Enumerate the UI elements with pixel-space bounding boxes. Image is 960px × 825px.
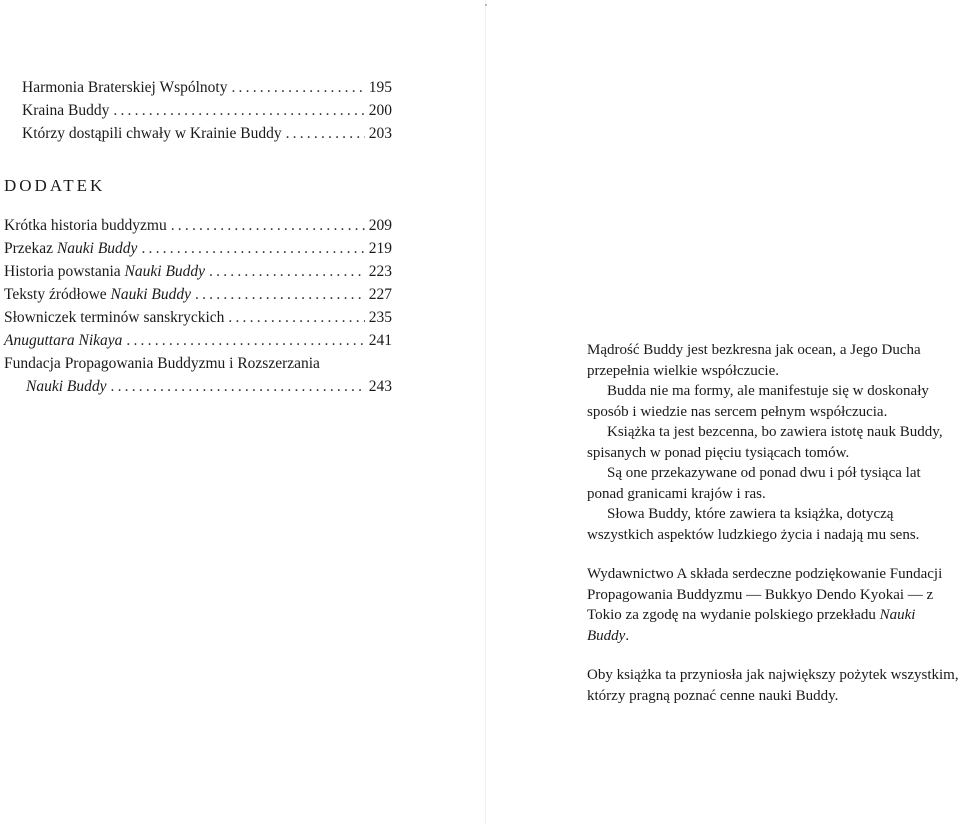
- motto-text: [587, 340, 960, 706]
- toc-entry-page: 243: [368, 378, 392, 395]
- toc-appendix: [4, 214, 392, 398]
- toc-top: [22, 76, 392, 145]
- toc-entry: [22, 76, 392, 99]
- toc-entry: [4, 237, 392, 260]
- toc-entry: [4, 375, 392, 398]
- toc-entry: [4, 329, 392, 352]
- toc-entry-title: Historia powstania Nauki Buddy: [4, 263, 206, 280]
- toc-entry-page: 241: [368, 332, 392, 349]
- toc-entry-title: Przekaz Nauki Buddy: [4, 240, 138, 257]
- toc-leader: [113, 99, 364, 122]
- paragraph: Słowa Buddy, które zawiera ta książka, dotyczą wszystkich aspektów ludzkiego życia i nadają mu sens.: [587, 506, 920, 543]
- toc-entry: [4, 214, 392, 237]
- paragraph: Książka ta jest bezcenna, bo zawiera istotę nauk Buddy, spisanych w ponad pięciu tysiącach tomów.: [587, 424, 943, 461]
- toc-leader: [171, 214, 365, 237]
- toc-entry-page: 209: [368, 217, 392, 234]
- toc-leader: [126, 329, 364, 352]
- toc-entry-title: Kraina Buddy: [22, 102, 110, 119]
- toc-entry: [22, 122, 392, 145]
- toc-entry-page: 227: [368, 286, 392, 303]
- toc-entry: [4, 283, 392, 306]
- toc-leader: [141, 237, 364, 260]
- paragraph: Budda nie ma formy, ale manifestuje się w doskonały sposób i wiedzie nas sercem pełnym współczucia.: [587, 383, 929, 420]
- paragraph: Są one przekazywane od ponad dwu i pół tysiąca lat ponad granicami krajów i ras.: [587, 465, 921, 502]
- toc-entry-title: Harmonia Braterskiej Wspólnoty: [22, 79, 228, 96]
- toc-entry-title: Fundacja Propagowania Buddyzmu i Rozszerzania: [4, 355, 320, 372]
- gutter-mark: [485, 4, 487, 6]
- toc-entry-title: Krótka historia buddyzmu: [4, 217, 167, 234]
- toc-entry: [4, 306, 392, 329]
- toc-leader: [286, 122, 365, 145]
- toc-leader: [209, 260, 365, 283]
- toc-entry-page: 223: [368, 263, 392, 280]
- toc-entry-page: 195: [368, 79, 392, 96]
- toc-entry-title: Anuguttara Nikaya: [4, 332, 123, 349]
- toc-entry-title-line: [4, 352, 392, 375]
- toc-entry-title: Słowniczek terminów sanskryckich: [4, 309, 225, 326]
- closing-wish: Oby książka ta przyniosła jak największy pożytek wszystkim, którzy pragną poznać cenne nauki Buddy.: [587, 667, 959, 704]
- toc-leader: [195, 283, 365, 306]
- toc-entry: [22, 99, 392, 122]
- page-gutter: [485, 0, 486, 825]
- toc-leader: [228, 306, 364, 329]
- toc-entry-title: Nauki Buddy: [26, 378, 107, 395]
- appendix-heading: DODATEK: [4, 176, 106, 195]
- toc-entry-page: 200: [368, 102, 392, 119]
- toc-leader: [231, 76, 364, 99]
- toc-entry-title: Którzy dostąpili chwały w Krainie Buddy: [22, 125, 282, 142]
- paragraph: Mądrość Buddy jest bezkresna jak ocean, a Jego Ducha przepełnia wielkie współczucie.: [587, 342, 921, 379]
- acknowledgement: Wydawnictwo A składa serdeczne podziękowanie Fundacji Propagowania Buddyzmu — Bukkyo Dendo Kyokai — z Tokio za zgodę na wydanie polskiego przekładu Nauki Buddy.: [587, 566, 943, 644]
- toc-entry-title: Teksty źródłowe Nauki Buddy: [4, 286, 192, 303]
- toc-leader: [111, 375, 365, 398]
- toc-entry-page: 203: [368, 125, 392, 142]
- toc-entry-page: 219: [368, 240, 392, 257]
- toc-entry-page: 235: [368, 309, 392, 326]
- toc-entry: [4, 260, 392, 283]
